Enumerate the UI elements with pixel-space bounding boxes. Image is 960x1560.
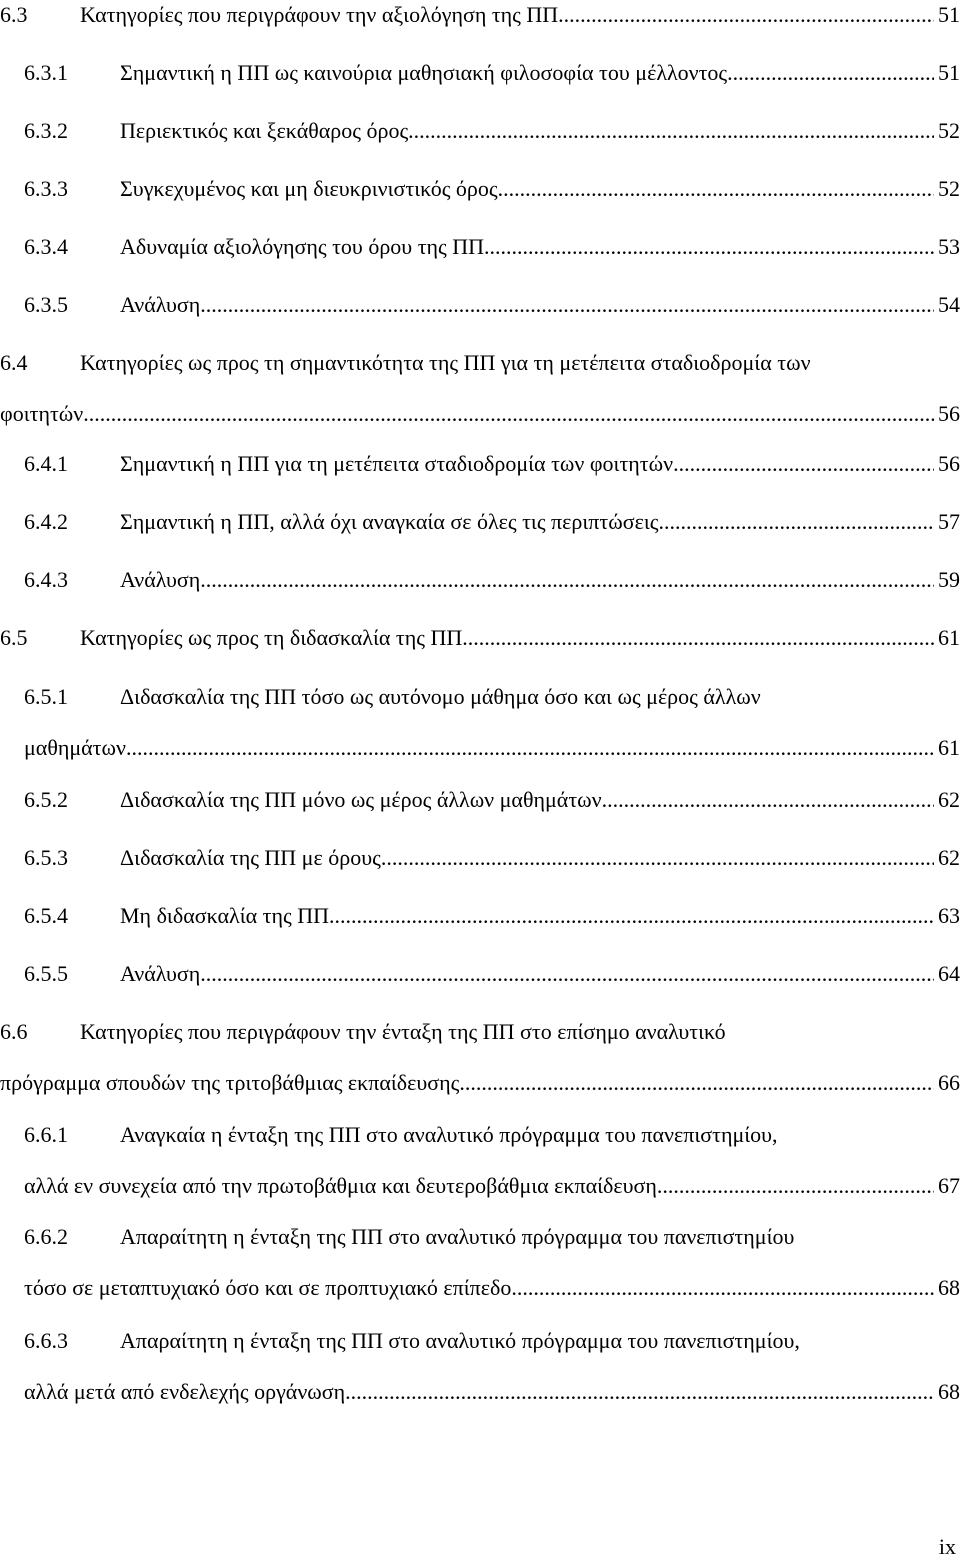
toc-entry-title: μαθημάτων xyxy=(24,735,126,760)
toc-entry-number: 6.5.5 xyxy=(24,961,68,986)
toc-entry-line xyxy=(0,1377,960,1407)
toc-entry-line xyxy=(0,682,960,712)
toc-entry-line xyxy=(0,232,960,262)
toc-entry-page: 51 xyxy=(936,58,960,88)
toc-entry-title: αλλά μετά από ενδελεχής οργάνωση xyxy=(24,1379,346,1404)
toc-entry-page: 63 xyxy=(936,901,960,931)
toc-entry-leader xyxy=(120,290,934,320)
toc-entry-title: τόσο σε μεταπτυχιακό όσο και σε προπτυχιακό επίπεδο xyxy=(24,1275,512,1300)
toc-entry-page: 52 xyxy=(936,174,960,204)
toc-entry-leader xyxy=(120,449,934,479)
toc-entry-number: 6.4.1 xyxy=(24,451,68,476)
toc-entry-page: 61 xyxy=(936,623,960,653)
toc-entry-number: 6.5.2 xyxy=(24,787,68,812)
toc-entry-line xyxy=(0,290,960,320)
toc-entry-title: Διδασκαλία της ΠΠ τόσο ως αυτόνομο μάθημα όσο και ως μέρος άλλων xyxy=(120,684,761,709)
toc-entry-page: 68 xyxy=(936,1273,960,1303)
toc-entry-leader xyxy=(120,174,934,204)
dot-leader xyxy=(657,1171,934,1201)
toc-entry-title: Κατηγορίες ως προς τη διδασκαλία της ΠΠ xyxy=(80,625,463,650)
toc-entry-title: Ανάλυση xyxy=(120,567,201,592)
toc-entry-page: 51 xyxy=(936,0,960,30)
dot-leader xyxy=(658,507,934,537)
dot-leader xyxy=(126,733,934,763)
toc-entry-leader xyxy=(0,399,934,429)
toc-entry-leader xyxy=(24,1171,934,1201)
toc-entry-number: 6.4.2 xyxy=(24,509,68,534)
toc-entry-number: 6.3.5 xyxy=(24,292,68,317)
toc-entry-leader xyxy=(120,785,934,815)
toc-entry-leader xyxy=(120,901,934,931)
toc-entry-number: 6.5.4 xyxy=(24,903,68,928)
dot-leader xyxy=(329,901,934,931)
toc-entry-number: 6.6.3 xyxy=(24,1328,68,1353)
toc-entry-line xyxy=(0,0,960,30)
toc-entry-number: 6.5.1 xyxy=(24,684,68,709)
toc-entry-title: Σημαντική η ΠΠ, αλλά όχι αναγκαία σε όλες τις περιπτώσεις xyxy=(120,509,659,534)
toc-entry-title: Αδυναμία αξιολόγησης του όρου της ΠΠ xyxy=(120,234,485,259)
toc-entry-title: Κατηγορίες ως προς τη σημαντικότητα της ΠΠ για τη μετέπειτα σταδιοδρομία των xyxy=(80,350,811,375)
toc-entry-page: 53 xyxy=(936,232,960,262)
toc-entry-line xyxy=(0,116,960,146)
dot-leader xyxy=(511,1273,934,1303)
toc-entry-line xyxy=(0,733,960,763)
toc-entry-line xyxy=(0,1017,960,1047)
toc-entry-leader xyxy=(120,58,934,88)
toc-entry-title: Μη διδασκαλία της ΠΠ xyxy=(120,903,329,928)
toc-entry-page: 57 xyxy=(936,507,960,537)
toc-entry-line xyxy=(0,348,960,378)
toc-entry-line xyxy=(0,399,960,429)
dot-leader xyxy=(83,399,934,429)
toc-entry-number: 6.3.4 xyxy=(24,234,68,259)
dot-leader xyxy=(484,232,934,262)
toc-entry-number: 6.3.1 xyxy=(24,60,68,85)
toc-entry-title: Συγκεχυμένος και μη διευκρινιστικός όρος xyxy=(120,176,498,201)
toc-entry-line xyxy=(0,1171,960,1201)
toc-entry-title: Ανάλυση xyxy=(120,292,201,317)
toc-entry-title: Διδασκαλία της ΠΠ με όρους xyxy=(120,845,381,870)
toc-entry-line xyxy=(0,449,960,479)
toc-entry-number: 6.3 xyxy=(0,2,28,27)
toc-entry-page: 64 xyxy=(936,959,960,989)
toc-entry-leader xyxy=(120,116,934,146)
toc-entry-number: 6.3.2 xyxy=(24,118,68,143)
toc-entry-line xyxy=(0,507,960,537)
toc-entry-page: 56 xyxy=(936,399,960,429)
dot-leader xyxy=(345,1377,934,1407)
toc-entry-leader xyxy=(24,733,934,763)
toc-entry-line xyxy=(0,1273,960,1303)
toc-entry-leader xyxy=(0,1068,934,1098)
toc-entry-leader xyxy=(24,1273,934,1303)
toc-entry-title: Αναγκαία η ένταξη της ΠΠ στο αναλυτικό πρόγραμμα του πανεπιστημίου, xyxy=(120,1122,778,1147)
toc-entry-page: 61 xyxy=(936,733,960,763)
toc-entry-line xyxy=(0,174,960,204)
toc-entry-title: Περιεκτικός και ξεκάθαρος όρος xyxy=(120,118,409,143)
page-number: ix xyxy=(938,1534,956,1559)
toc-entry-page: 54 xyxy=(936,290,960,320)
toc-entry-title: Απαραίτητη η ένταξη της ΠΠ στο αναλυτικό πρόγραμμα του πανεπιστημίου, xyxy=(120,1328,800,1353)
toc-entry-title: Κατηγορίες που περιγράφουν την ένταξη της ΠΠ στο επίσημο αναλυτικό xyxy=(80,1019,726,1044)
toc-entry-title: φοιτητών xyxy=(0,401,84,426)
toc-entry-page: 59 xyxy=(936,565,960,595)
toc-entry-title: Απαραίτητη η ένταξη της ΠΠ στο αναλυτικό πρόγραμμα του πανεπιστημίου xyxy=(120,1224,795,1249)
toc-entry-leader xyxy=(120,507,934,537)
toc-entry-number: 6.3.3 xyxy=(24,176,68,201)
toc-entry-line xyxy=(0,843,960,873)
toc-entry-title: Ανάλυση xyxy=(120,961,201,986)
dot-leader xyxy=(498,174,934,204)
dot-leader xyxy=(200,290,934,320)
toc-entry-page: 66 xyxy=(936,1068,960,1098)
toc-entry-number: 6.5 xyxy=(0,625,28,650)
dot-leader xyxy=(200,565,934,595)
toc-entry-line xyxy=(0,901,960,931)
dot-leader xyxy=(381,843,934,873)
toc-entry-page: 52 xyxy=(936,116,960,146)
toc-entry-title: Σημαντική η ΠΠ ως καινούρια μαθησιακή φιλοσοφία του μέλλοντος xyxy=(120,60,728,85)
toc-entry-leader xyxy=(120,843,934,873)
toc-entry-title: πρόγραμμα σπουδών της τριτοβάθμιας εκπαίδευσης xyxy=(0,1070,460,1095)
toc-entry-leader xyxy=(24,1377,934,1407)
toc-entry-page: 62 xyxy=(936,785,960,815)
toc-entry-leader xyxy=(120,959,934,989)
toc-entry-title: Διδασκαλία της ΠΠ μόνο ως μέρος άλλων μαθημάτων xyxy=(120,787,602,812)
toc-entry-line xyxy=(0,1120,960,1150)
dot-leader xyxy=(408,116,934,146)
dot-leader xyxy=(673,449,934,479)
toc-entry-number: 6.4.3 xyxy=(24,567,68,592)
toc-entry-title: αλλά εν συνεχεία από την πρωτοβάθμια και δευτεροβάθμια εκπαίδευση xyxy=(24,1173,657,1198)
toc-entry-page: 67 xyxy=(936,1171,960,1201)
toc-entry-number: 6.6 xyxy=(0,1019,28,1044)
toc-entry-number: 6.6.1 xyxy=(24,1122,68,1147)
toc-entry-title: Κατηγορίες που περιγράφουν την αξιολόγηση της ΠΠ xyxy=(80,2,559,27)
dot-leader xyxy=(459,1068,934,1098)
toc-entry-line xyxy=(0,58,960,88)
toc-entry-line xyxy=(0,623,960,653)
toc-entry-line xyxy=(0,565,960,595)
toc-entry-page: 68 xyxy=(936,1377,960,1407)
toc-entry-line xyxy=(0,1326,960,1356)
toc-entry-leader xyxy=(80,623,934,653)
dot-leader xyxy=(200,959,934,989)
toc-entry-number: 6.5.3 xyxy=(24,845,68,870)
toc-entry-line xyxy=(0,785,960,815)
toc-entry-line xyxy=(0,959,960,989)
toc-entry-leader xyxy=(120,232,934,262)
dot-leader xyxy=(462,623,934,653)
toc-entry-number: 6.6.2 xyxy=(24,1224,68,1249)
toc-entry-line xyxy=(0,1068,960,1098)
toc-entry-page: 56 xyxy=(936,449,960,479)
toc-entry-title: Σημαντική η ΠΠ για τη μετέπειτα σταδιοδρομία των φοιτητών xyxy=(120,451,674,476)
toc-entry-leader xyxy=(80,0,934,30)
dot-leader xyxy=(602,785,934,815)
toc-entry-line xyxy=(0,1222,960,1252)
toc-entry-number: 6.4 xyxy=(0,350,28,375)
toc-entry-page: 62 xyxy=(936,843,960,873)
dot-leader xyxy=(558,0,934,30)
toc-entry-leader xyxy=(120,565,934,595)
dot-leader xyxy=(727,58,934,88)
